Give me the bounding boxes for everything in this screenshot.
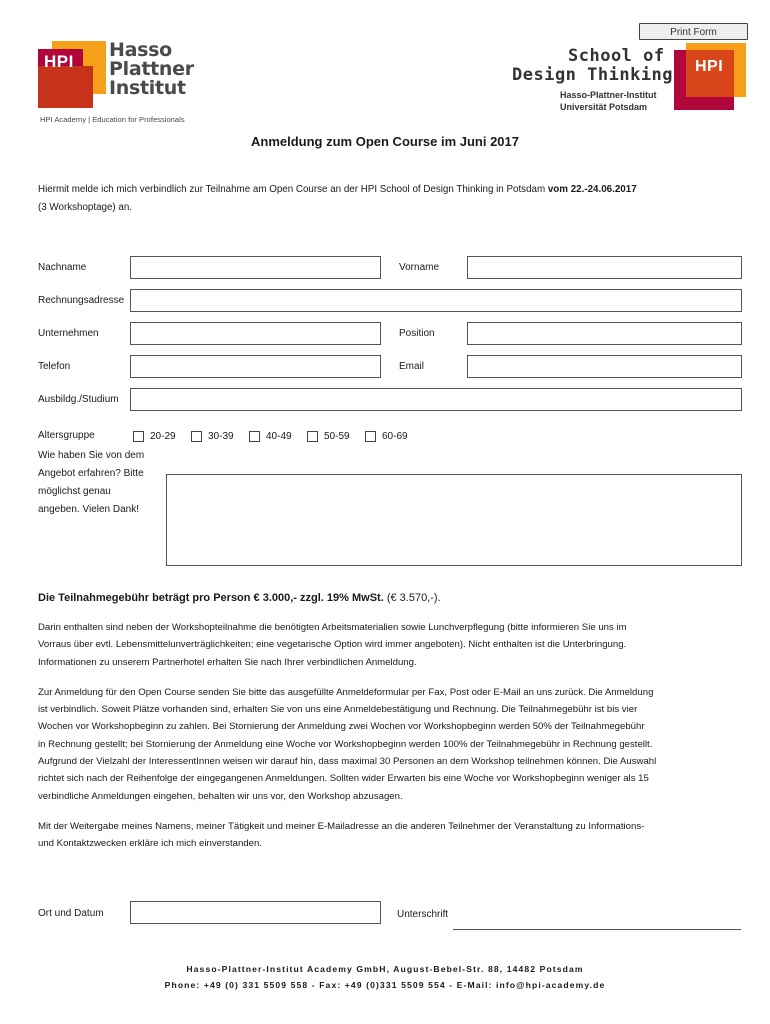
school-title-line-2: Design Thinking bbox=[512, 65, 674, 85]
fee-bold: Die Teilnahmegebühr beträgt pro Person € 3.000,- zzgl. 19% MwSt. bbox=[38, 592, 384, 604]
terms-paragraph-1 bbox=[38, 619, 748, 671]
feedback-label-line: möglichst genau bbox=[38, 486, 111, 497]
institute-name-line-3: Institut bbox=[109, 77, 186, 99]
intro-date: vom 22.-24.06.2017 bbox=[547, 184, 637, 195]
school-institute-line-2: Universität Potsdam bbox=[560, 102, 648, 112]
altersgruppe-label: Altersgruppe bbox=[38, 430, 95, 441]
age-option-label: 60-69 bbox=[382, 431, 408, 442]
position-field[interactable] bbox=[467, 322, 742, 345]
terms-line: ist verbindlich. Soweit Plätze vorhanden sind, erhalten Sie von uns eine Anmeldebestätigung und Rechnung. Die Teilnahmegebühr ist bis vier bbox=[38, 704, 638, 716]
print-form-button[interactable]: Print Form bbox=[639, 23, 748, 40]
signature-line[interactable] bbox=[453, 929, 741, 930]
terms-line: Informationen zu unserem Partnerhotel erhalten Sie nach Ihrer verbindlichen Anmeldung. bbox=[38, 656, 417, 668]
institute-name-line-1: Hasso bbox=[109, 39, 172, 61]
terms-paragraph-3 bbox=[38, 818, 748, 853]
age-checkbox-20-29[interactable] bbox=[133, 431, 144, 442]
telefon-label: Telefon bbox=[38, 361, 71, 372]
school-title bbox=[512, 47, 673, 85]
email-field[interactable] bbox=[467, 355, 742, 378]
terms-line: Wochen vor Workshopbeginn zu zahlen. Bei Stornierung der Anmeldung zwei Wochen vor Workshopbeginn werden 50% der Teilnahmegebühr bbox=[38, 721, 645, 733]
terms-text bbox=[38, 619, 748, 866]
feedback-label bbox=[38, 447, 144, 519]
email-label: Email bbox=[399, 361, 425, 372]
age-option-label: 50-59 bbox=[324, 431, 350, 442]
feedback-label-line: Wie haben Sie von dem bbox=[38, 450, 145, 461]
age-checkbox-30-39[interactable] bbox=[191, 431, 202, 442]
terms-paragraph-2 bbox=[38, 684, 748, 805]
age-checkbox-40-49[interactable] bbox=[249, 431, 260, 442]
unterschrift-label: Unterschrift bbox=[397, 909, 449, 920]
ausbildung-label: Ausbildg./Studium bbox=[38, 394, 119, 405]
position-label: Position bbox=[399, 328, 435, 339]
age-option-label: 30-39 bbox=[208, 431, 234, 442]
fee-gross: (€ 3.570,-). bbox=[383, 592, 441, 604]
logo-red-lower bbox=[38, 66, 93, 108]
terms-line: Vorraus über evtl. Lebensmittelunverträglichkeiten; eine vegetarische Option wird immer angeboten). Nicht enthalten ist die Unterbringung. bbox=[38, 639, 627, 651]
unternehmen-label: Unternehmen bbox=[38, 328, 99, 339]
age-checkbox-60-69[interactable] bbox=[365, 431, 376, 442]
school-institute bbox=[560, 89, 657, 113]
fee-statement bbox=[38, 592, 441, 604]
nachname-field[interactable] bbox=[130, 256, 381, 279]
terms-line: und Kontaktzwecken erkläre ich mich einverstanden. bbox=[38, 838, 262, 850]
terms-line: richtet sich nach der Reihenfolge der eingegangenen Anmeldungen. Sollten wider Erwarten bis eine Woche vor Workshopbeginn weniger als 15 bbox=[38, 773, 649, 785]
logo-mark-text: HPI bbox=[44, 52, 74, 71]
nachname-label: Nachname bbox=[38, 262, 87, 273]
terms-line: in Rechnung gestellt; bei Stornierung der Anmeldung eine Woche vor Workshopbeginn werden 100% der Teilnahmegebühr in Rechnung gestellt. bbox=[38, 738, 653, 750]
age-checkbox-50-59[interactable] bbox=[307, 431, 318, 442]
rechnungsadresse-field[interactable] bbox=[130, 289, 742, 312]
feedback-label-line: Angebot erfahren? Bitte bbox=[38, 468, 144, 479]
terms-line: verbindliche Anmeldungen eingehen, behalten wir uns vor, den Workshop abzusagen. bbox=[38, 790, 403, 802]
ort-datum-label: Ort und Datum bbox=[38, 908, 104, 919]
footer-contact: Phone: +49 (0) 331 5509 558 - Fax: +49 (0)331 5509 554 - E-Mail: info@hpi-academy.de bbox=[164, 980, 606, 990]
school-institute-line-1: Hasso-Plattner-Institut bbox=[560, 90, 657, 100]
age-option-label: 20-29 bbox=[150, 431, 176, 442]
footer-address: Hasso-Plattner-Institut Academy GmbH, August-Bebel-Str. 88, 14482 Potsdam bbox=[186, 964, 584, 974]
institute-name-line-2: Plattner bbox=[109, 58, 194, 80]
terms-line: Aufgrund der Vielzahl der InteressentInnen weisen wir darauf hin, dass maximal 30 Personen an dem Workshop teilnehmen können. Die Auswahl bbox=[38, 756, 657, 768]
terms-line: Mit der Weitergabe meines Namens, meiner Tätigkeit und meiner E-Mailadresse an die anderen Teilnehmer der Veranstaltung zu Informations- bbox=[38, 820, 645, 832]
feedback-label-line: angeben. Vielen Dank! bbox=[38, 504, 140, 515]
terms-line: Zur Anmeldung für den Open Course senden Sie bitte das ausgefüllte Anmeldeformular per Fax, Post oder E-Mail an uns zurück. Die Anmeldung bbox=[38, 686, 654, 698]
academy-tagline: HPI Academy | Education for Professionals bbox=[40, 115, 185, 124]
ort-datum-field[interactable] bbox=[130, 901, 381, 924]
feedback-textarea[interactable] bbox=[166, 474, 742, 566]
vorname-field[interactable] bbox=[467, 256, 742, 279]
rechnungsadresse-label: Rechnungsadresse bbox=[38, 295, 125, 306]
age-option-label: 40-49 bbox=[266, 431, 292, 442]
school-title-line-1: School of bbox=[568, 46, 665, 66]
form-title: Anmeldung zum Open Course im Juni 2017 bbox=[251, 134, 519, 149]
logo-right-mark-text: HPI bbox=[695, 58, 724, 75]
institute-name bbox=[109, 41, 194, 98]
telefon-field[interactable] bbox=[130, 355, 381, 378]
unternehmen-field[interactable] bbox=[130, 322, 381, 345]
intro-text bbox=[38, 181, 738, 217]
intro-line-2: (3 Workshoptage) an. bbox=[38, 202, 133, 213]
terms-line: Darin enthalten sind neben der Workshopteilnahme die benötigten Arbeitsmaterialien sowie Lunchverpflegung (bitte informieren Sie uns im bbox=[38, 622, 627, 633]
intro-main: Hiermit melde ich mich verbindlich zur Teilnahme am Open Course an der HPI School of Design Thinking in Potsdam bbox=[38, 184, 548, 195]
vorname-label: Vorname bbox=[399, 262, 440, 273]
ausbildung-field[interactable] bbox=[130, 388, 742, 411]
